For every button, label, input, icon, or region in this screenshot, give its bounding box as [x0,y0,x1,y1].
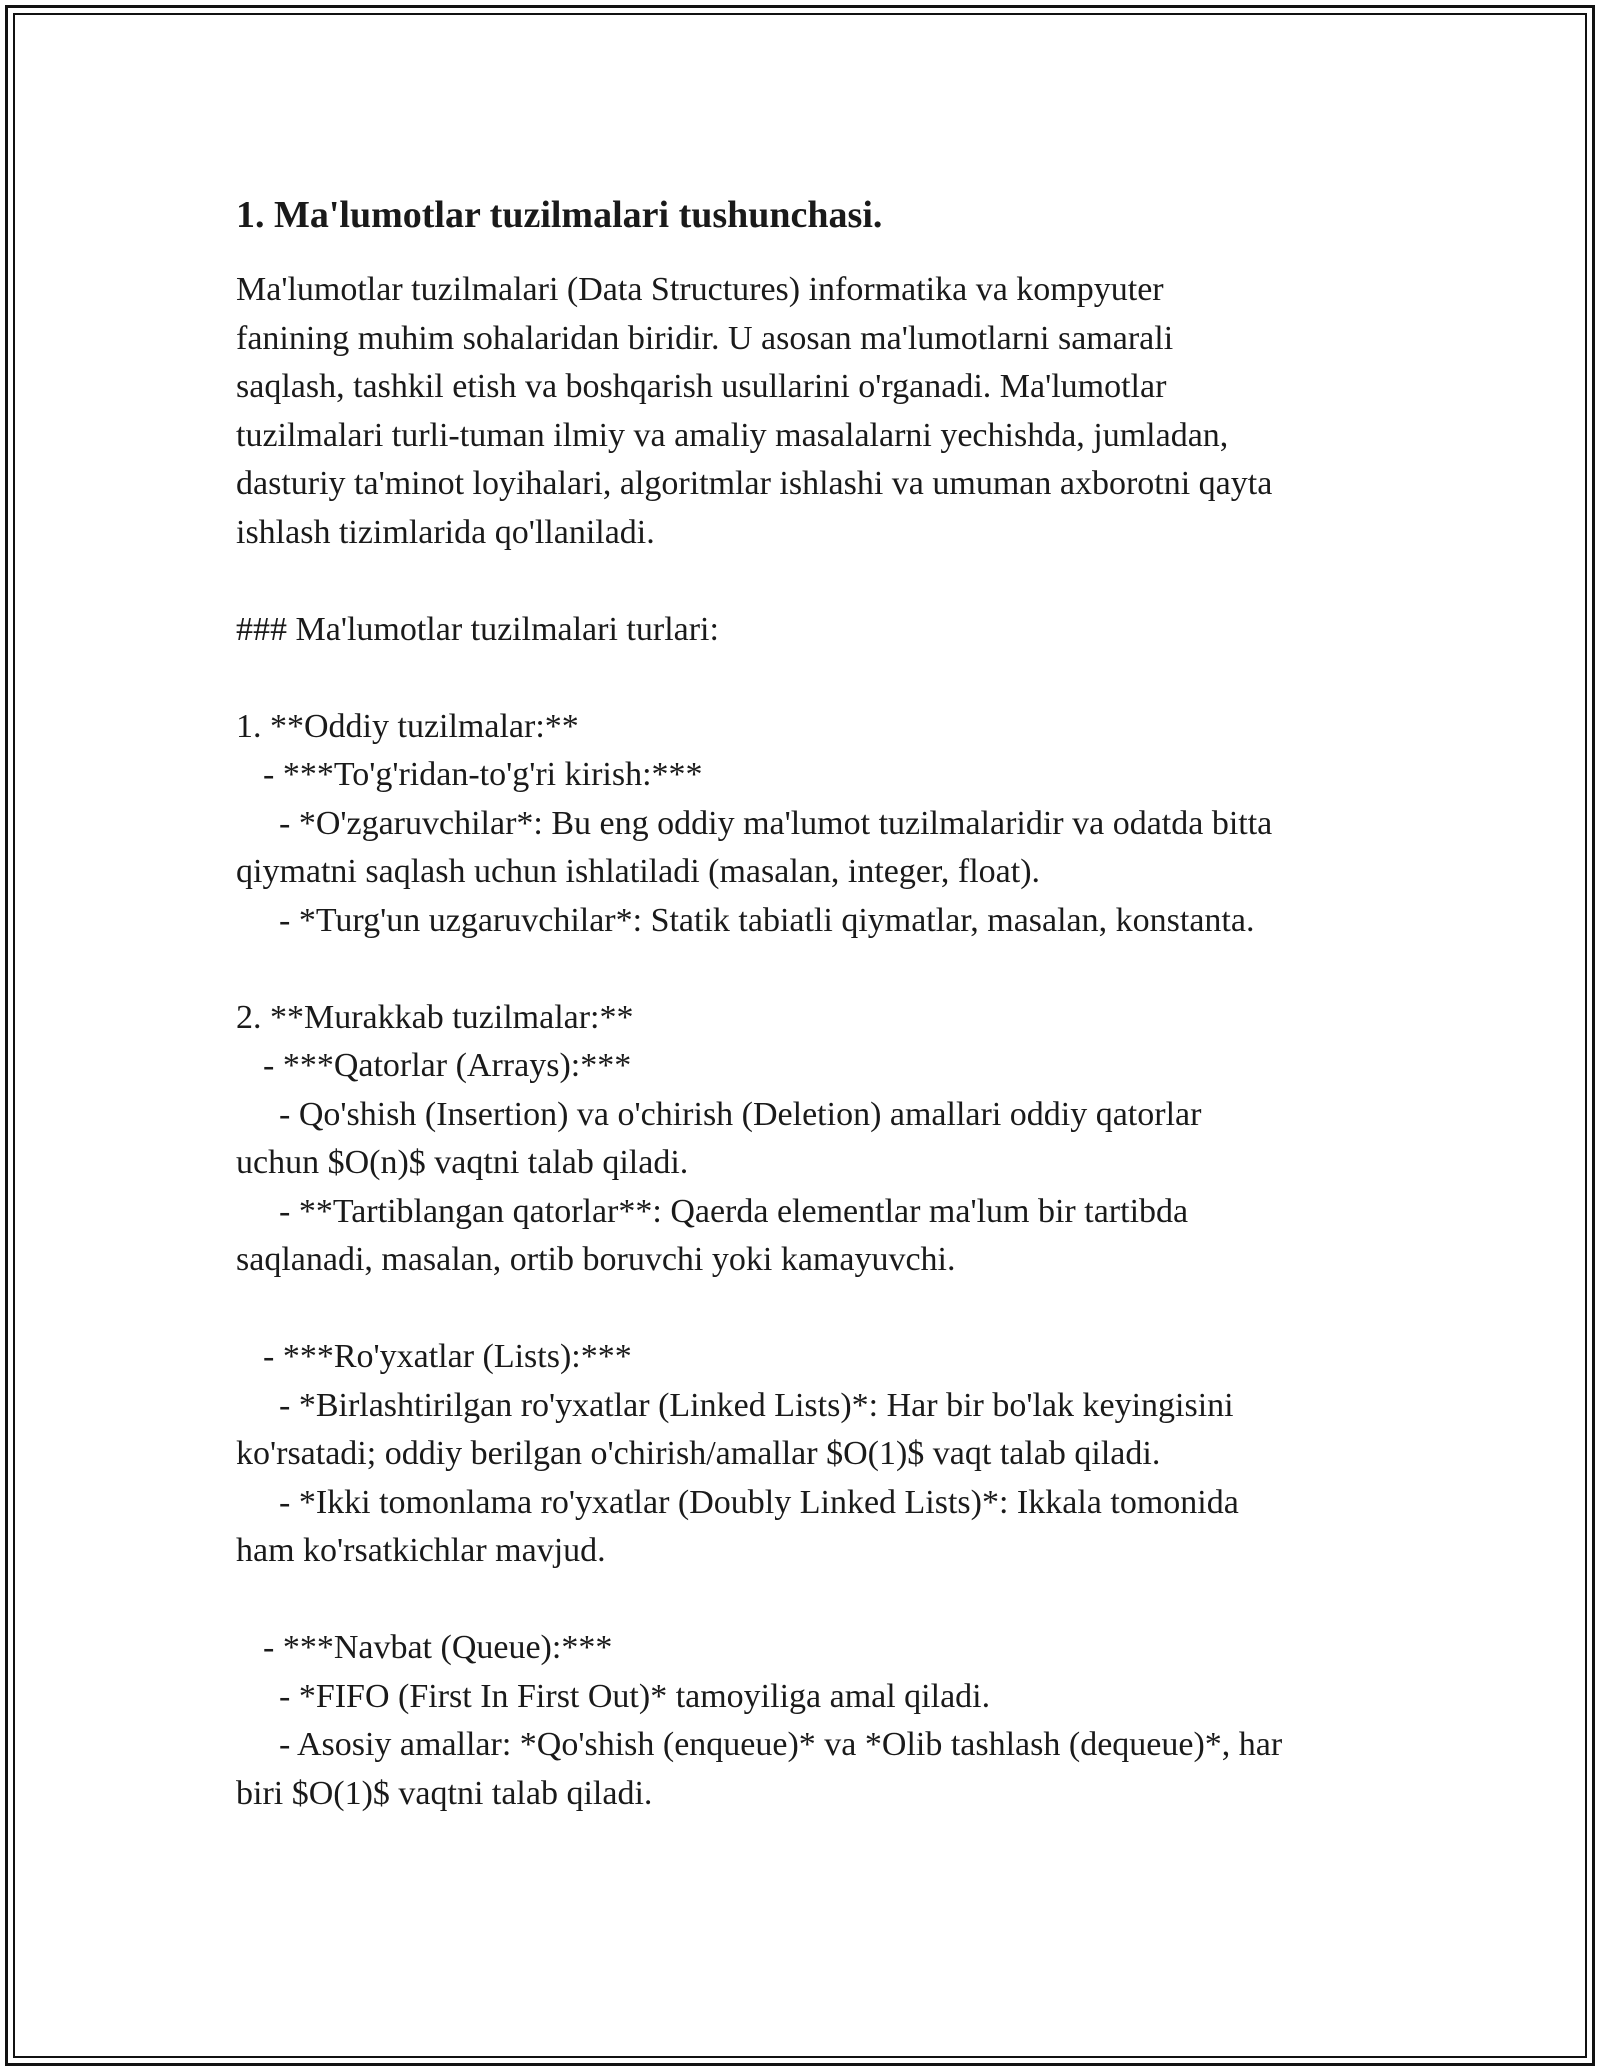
intro-line: fanining muhim sohalaridan biridir. U asosan ma'lumotlarni samarali [236,319,1174,357]
intro-line: tuzilmalari turli-tuman ilmiy va amaliy masalalarni yechishda, jumladan, [236,416,1229,454]
subsection-heading: - ***To'g'ridan-to'g'ri kirish:*** [263,756,703,793]
list-item: - *O'zgaruvchilar*: Bu eng oddiy ma'lumot tuzilmalaridir va odatda bitta [279,804,1273,842]
section-heading: 1. **Oddiy tuzilmalar:** [236,707,579,745]
intro-line: ishlash tizimlarida qo'llaniladi. [236,513,655,551]
list-item: - Qo'shish (Insertion) va o'chirish (Deletion) amallari oddiy qatorlar [279,1095,1202,1133]
list-item-continuation: uchun $O(n)$ vaqtni talab qiladi. [236,1144,689,1181]
list-item: - *Birlashtirilgan ro'yxatlar (Linked Lists)*: Har bir bo'lak keyingisini [279,1386,1234,1424]
document-title: 1. Ma'lumotlar tuzilmalari tushunchasi. [236,194,883,236]
spacer [236,654,1376,703]
intro-line: saqlash, tashkil etish va boshqarish usullarini o'rganadi. Ma'lumotlar [236,368,1167,405]
list-item-continuation: saqlanadi, masalan, ortib boruvchi yoki kamayuvchi. [236,1241,956,1278]
list-item: - *Ikki tomonlama ro'yxatlar (Doubly Linked Lists)*: Ikkala tomonida [279,1483,1239,1521]
subsection-heading: - ***Navbat (Queue):*** [263,1629,613,1666]
section-heading: 2. **Murakkab tuzilmalar:** [236,998,634,1036]
list-item-continuation: ham ko'rsatkichlar mavjud. [236,1532,606,1569]
section-complex-structures [236,994,1376,1819]
subsection-heading: - ***Qatorlar (Arrays):*** [263,1047,632,1084]
list-item-continuation: ko'rsatadi; oddiy berilgan o'chirish/amallar $O(1)$ vaqt talab qiladi. [236,1435,1161,1472]
subsection-heading: - ***Ro'yxatlar (Lists):*** [263,1338,632,1375]
intro-line: Ma'lumotlar tuzilmalari (Data Structures) informatika va kompyuter [236,271,1164,308]
list-item: - **Tartiblangan qatorlar**: Qaerda elementlar ma'lum bir tartibda [279,1192,1189,1230]
list-item-continuation: qiymatni saqlash uchun ishlatiladi (masalan, integer, float). [236,853,1041,890]
list-item-continuation: biri $O(1)$ vaqtni talab qiladi. [236,1774,653,1812]
types-heading: ### Ma'lumotlar tuzilmalari turlari: [236,610,719,648]
spacer [236,557,1376,606]
intro-paragraph [236,266,1376,557]
spacer [236,1576,1376,1625]
spacer [236,945,1376,994]
document-body [236,190,1376,1818]
section-simple-structures [236,703,1376,946]
list-item: - *FIFO (First In First Out)* tamoyiliga amal qiladi. [279,1677,991,1715]
intro-line: dasturiy ta'minot loyihalari, algoritmlar ishlashi va umuman axborotni qayta [236,465,1273,502]
list-item: - Asosiy amallar: *Qo'shish (enqueue)* va *Olib tashlash (dequeue)*, har [279,1726,1283,1763]
list-item: - *Turg'un uzgaruvchilar*: Statik tabiatli qiymatlar, masalan, konstanta. [279,901,1255,939]
spacer [236,1285,1376,1334]
